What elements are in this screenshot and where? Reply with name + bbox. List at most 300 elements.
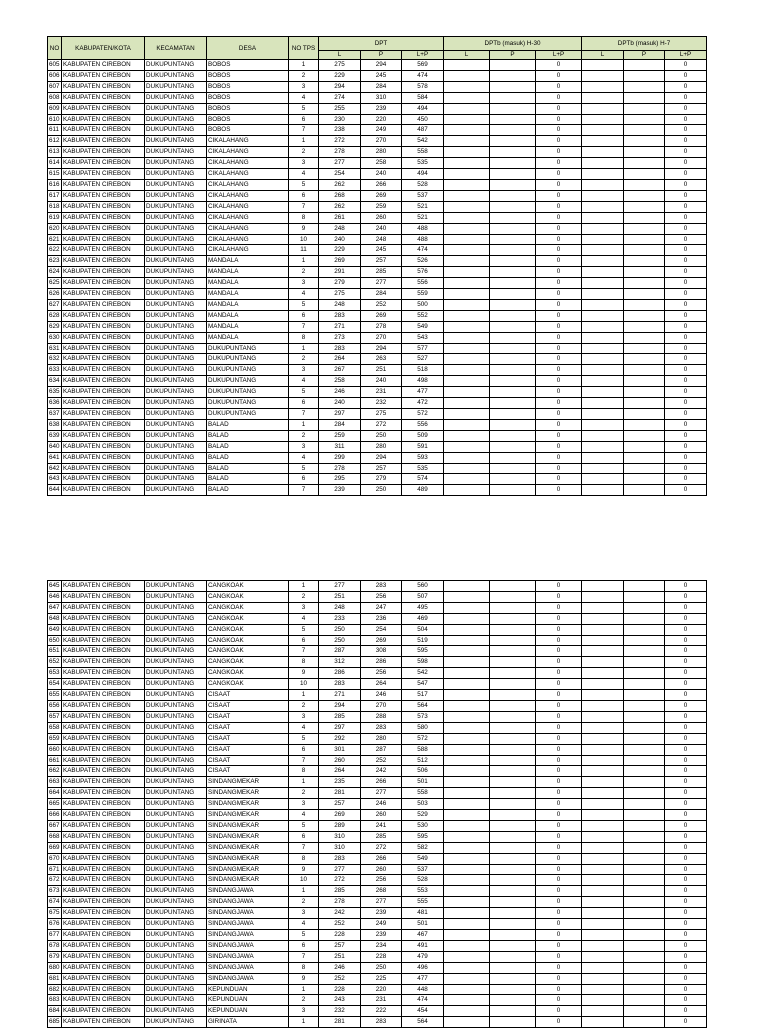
cell-no-tps: 4 <box>289 919 319 930</box>
cell-h7-lp: 0 <box>665 310 707 321</box>
table-row <box>48 755 707 766</box>
cell-no: 641 <box>48 452 62 463</box>
cell-h7-p <box>624 343 665 354</box>
cell-h30-l <box>444 114 490 125</box>
cell-kecamatan: DUKUPUNTANG <box>145 995 207 1006</box>
table-row <box>48 201 707 212</box>
cell-dpt-p: 241 <box>361 820 402 831</box>
cell-desa: CIKALAHANG <box>207 201 289 212</box>
cell-h30-lp: 0 <box>536 245 582 256</box>
cell-desa: CANGKOAK <box>207 581 289 592</box>
cell-kabupaten: KABUPATEN CIREBON <box>62 919 145 930</box>
cell-no-tps: 2 <box>289 700 319 711</box>
cell-dpt-l: 252 <box>319 973 361 984</box>
cell-no: 623 <box>48 256 62 267</box>
cell-kabupaten: KABUPATEN CIREBON <box>62 158 145 169</box>
cell-desa: CISAAT <box>207 766 289 777</box>
cell-no-tps: 1 <box>289 777 319 788</box>
cell-h7-p <box>624 744 665 755</box>
cell-dpt-lp: 472 <box>402 398 444 409</box>
table-row <box>48 624 707 635</box>
cell-dpt-lp: 549 <box>402 853 444 864</box>
cell-no-tps: 3 <box>289 1006 319 1017</box>
cell-dpt-p: 277 <box>361 278 402 289</box>
cell-h30-p <box>490 744 536 755</box>
cell-desa: SINDANGJAWA <box>207 951 289 962</box>
cell-no: 652 <box>48 657 62 668</box>
table-row <box>48 485 707 496</box>
cell-h7-p <box>624 624 665 635</box>
cell-h30-l <box>444 103 490 114</box>
cell-dpt-p: 284 <box>361 289 402 300</box>
cell-h30-l <box>444 289 490 300</box>
cell-dpt-lp: 535 <box>402 158 444 169</box>
cell-dpt-l: 250 <box>319 624 361 635</box>
cell-h7-lp: 0 <box>665 711 707 722</box>
cell-dpt-lp: 474 <box>402 70 444 81</box>
cell-dpt-p: 245 <box>361 70 402 81</box>
cell-h30-p <box>490 602 536 613</box>
cell-h7-l <box>582 387 624 398</box>
cell-h30-l <box>444 711 490 722</box>
cell-dpt-p: 260 <box>361 212 402 223</box>
cell-h7-l <box>582 700 624 711</box>
cell-dpt-lp: 481 <box>402 908 444 919</box>
table-row <box>48 1017 707 1028</box>
cell-h7-lp: 0 <box>665 376 707 387</box>
cell-kabupaten: KABUPATEN CIREBON <box>62 591 145 602</box>
cell-kecamatan: DUKUPUNTANG <box>145 700 207 711</box>
cell-kabupaten: KABUPATEN CIREBON <box>62 908 145 919</box>
cell-h7-p <box>624 463 665 474</box>
table-row <box>48 103 707 114</box>
cell-h7-l <box>582 474 624 485</box>
cell-kabupaten: KABUPATEN CIREBON <box>62 864 145 875</box>
cell-h7-l <box>582 788 624 799</box>
cell-dpt-lp: 521 <box>402 201 444 212</box>
cell-h30-p <box>490 973 536 984</box>
cell-kecamatan: DUKUPUNTANG <box>145 853 207 864</box>
cell-h7-l <box>582 1017 624 1028</box>
cell-kecamatan: DUKUPUNTANG <box>145 267 207 278</box>
cell-h30-lp: 0 <box>536 646 582 657</box>
cell-kecamatan: DUKUPUNTANG <box>145 398 207 409</box>
cell-dpt-l: 278 <box>319 147 361 158</box>
cell-h7-lp: 0 <box>665 591 707 602</box>
cell-dpt-l: 311 <box>319 441 361 452</box>
cell-no: 679 <box>48 951 62 962</box>
cell-h30-l <box>444 60 490 71</box>
cell-kabupaten: KABUPATEN CIREBON <box>62 984 145 995</box>
cell-kabupaten: KABUPATEN CIREBON <box>62 624 145 635</box>
cell-desa: BALAD <box>207 485 289 496</box>
header-row-main <box>48 37 707 51</box>
cell-h7-p <box>624 409 665 420</box>
col-dpt-p: P <box>361 51 402 60</box>
table-row <box>48 136 707 147</box>
cell-dpt-p: 234 <box>361 940 402 951</box>
cell-h30-l <box>444 897 490 908</box>
cell-desa: DUKUPUNTANG <box>207 409 289 420</box>
cell-kabupaten: KABUPATEN CIREBON <box>62 332 145 343</box>
cell-kabupaten: KABUPATEN CIREBON <box>62 398 145 409</box>
table-row <box>48 234 707 245</box>
cell-h7-lp: 0 <box>665 234 707 245</box>
cell-h7-l <box>582 744 624 755</box>
cell-kecamatan: DUKUPUNTANG <box>145 581 207 592</box>
cell-desa: DUKUPUNTANG <box>207 354 289 365</box>
cell-h7-lp: 0 <box>665 853 707 864</box>
cell-h7-lp: 0 <box>665 788 707 799</box>
cell-dpt-l: 248 <box>319 299 361 310</box>
cell-dpt-lp: 448 <box>402 984 444 995</box>
cell-dpt-lp: 574 <box>402 474 444 485</box>
cell-no: 649 <box>48 624 62 635</box>
cell-h30-l <box>444 463 490 474</box>
cell-h7-lp: 0 <box>665 679 707 690</box>
cell-kecamatan: DUKUPUNTANG <box>145 201 207 212</box>
cell-h30-p <box>490 70 536 81</box>
cell-desa: SINDANGJAWA <box>207 919 289 930</box>
cell-h7-lp: 0 <box>665 245 707 256</box>
cell-dpt-l: 285 <box>319 711 361 722</box>
cell-h7-p <box>624 474 665 485</box>
cell-h7-lp: 0 <box>665 995 707 1006</box>
cell-desa: MANDALA <box>207 299 289 310</box>
cell-kecamatan: DUKUPUNTANG <box>145 897 207 908</box>
cell-dpt-p: 288 <box>361 711 402 722</box>
cell-h30-lp: 0 <box>536 278 582 289</box>
cell-no-tps: 4 <box>289 92 319 103</box>
cell-dpt-p: 308 <box>361 646 402 657</box>
cell-kecamatan: DUKUPUNTANG <box>145 376 207 387</box>
cell-h7-p <box>624 212 665 223</box>
cell-dpt-l: 261 <box>319 212 361 223</box>
cell-dpt-lp: 506 <box>402 766 444 777</box>
cell-dpt-lp: 564 <box>402 1017 444 1028</box>
cell-h30-lp: 0 <box>536 452 582 463</box>
cell-kabupaten: KABUPATEN CIREBON <box>62 940 145 951</box>
cell-h30-lp: 0 <box>536 103 582 114</box>
cell-dpt-lp: 494 <box>402 103 444 114</box>
cell-dpt-lp: 549 <box>402 321 444 332</box>
table-row <box>48 474 707 485</box>
cell-h7-l <box>582 398 624 409</box>
cell-kabupaten: KABUPATEN CIREBON <box>62 387 145 398</box>
cell-kecamatan: DUKUPUNTANG <box>145 864 207 875</box>
cell-kabupaten: KABUPATEN CIREBON <box>62 897 145 908</box>
cell-dpt-lp: 517 <box>402 690 444 701</box>
cell-h7-lp: 0 <box>665 962 707 973</box>
cell-desa: MANDALA <box>207 267 289 278</box>
cell-dpt-lp: 542 <box>402 668 444 679</box>
cell-dpt-lp: 467 <box>402 930 444 941</box>
cell-h30-l <box>444 700 490 711</box>
cell-h30-p <box>490 223 536 234</box>
cell-desa: SINDANGMEKAR <box>207 853 289 864</box>
cell-dpt-p: 278 <box>361 321 402 332</box>
cell-dpt-p: 252 <box>361 755 402 766</box>
cell-dpt-l: 240 <box>319 398 361 409</box>
cell-h30-lp: 0 <box>536 657 582 668</box>
cell-no: 684 <box>48 1006 62 1017</box>
cell-kabupaten: KABUPATEN CIREBON <box>62 799 145 810</box>
cell-kabupaten: KABUPATEN CIREBON <box>62 474 145 485</box>
cell-h7-lp: 0 <box>665 690 707 701</box>
cell-h7-lp: 0 <box>665 223 707 234</box>
cell-h30-lp: 0 <box>536 321 582 332</box>
cell-no: 671 <box>48 864 62 875</box>
cell-h30-l <box>444 657 490 668</box>
cell-kabupaten: KABUPATEN CIREBON <box>62 679 145 690</box>
cell-h30-lp: 0 <box>536 984 582 995</box>
cell-h7-l <box>582 733 624 744</box>
cell-h7-l <box>582 409 624 420</box>
cell-no-tps: 2 <box>289 591 319 602</box>
cell-h7-p <box>624 103 665 114</box>
cell-h30-p <box>490 711 536 722</box>
cell-desa: MANDALA <box>207 332 289 343</box>
cell-no: 678 <box>48 940 62 951</box>
cell-kabupaten: KABUPATEN CIREBON <box>62 766 145 777</box>
cell-dpt-p: 250 <box>361 430 402 441</box>
cell-kabupaten: KABUPATEN CIREBON <box>62 962 145 973</box>
cell-kabupaten: KABUPATEN CIREBON <box>62 810 145 821</box>
cell-h7-p <box>624 179 665 190</box>
cell-h30-l <box>444 995 490 1006</box>
cell-desa: KEPUNDUAN <box>207 1006 289 1017</box>
cell-h30-l <box>444 245 490 256</box>
cell-h7-p <box>624 679 665 690</box>
cell-h30-lp: 0 <box>536 831 582 842</box>
cell-kecamatan: DUKUPUNTANG <box>145 984 207 995</box>
cell-dpt-l: 279 <box>319 278 361 289</box>
cell-dpt-p: 252 <box>361 299 402 310</box>
cell-h30-p <box>490 875 536 886</box>
cell-dpt-l: 255 <box>319 103 361 114</box>
cell-no: 625 <box>48 278 62 289</box>
table-row <box>48 919 707 930</box>
cell-h7-p <box>624 354 665 365</box>
cell-h30-lp: 0 <box>536 853 582 864</box>
cell-no: 632 <box>48 354 62 365</box>
cell-h30-lp: 0 <box>536 591 582 602</box>
cell-kecamatan: DUKUPUNTANG <box>145 485 207 496</box>
cell-desa: BOBOS <box>207 103 289 114</box>
cell-h7-lp: 0 <box>665 343 707 354</box>
cell-h7-lp: 0 <box>665 179 707 190</box>
cell-desa: MANDALA <box>207 310 289 321</box>
cell-no: 616 <box>48 179 62 190</box>
cell-dpt-lp: 509 <box>402 430 444 441</box>
cell-no-tps: 7 <box>289 842 319 853</box>
cell-h7-l <box>582 354 624 365</box>
cell-kabupaten: KABUPATEN CIREBON <box>62 256 145 267</box>
cell-kecamatan: DUKUPUNTANG <box>145 289 207 300</box>
cell-no-tps: 9 <box>289 973 319 984</box>
cell-desa: CISAAT <box>207 744 289 755</box>
cell-h7-lp: 0 <box>665 70 707 81</box>
cell-dpt-l: 278 <box>319 463 361 474</box>
cell-h30-l <box>444 613 490 624</box>
cell-h30-l <box>444 668 490 679</box>
cell-h7-lp: 0 <box>665 158 707 169</box>
cell-no: 672 <box>48 875 62 886</box>
cell-no-tps: 8 <box>289 962 319 973</box>
cell-no-tps: 6 <box>289 190 319 201</box>
table-row <box>48 387 707 398</box>
cell-desa: CIKALAHANG <box>207 147 289 158</box>
cell-no: 640 <box>48 441 62 452</box>
cell-no: 620 <box>48 223 62 234</box>
cell-dpt-lp: 577 <box>402 343 444 354</box>
table-row <box>48 289 707 300</box>
cell-dpt-l: 239 <box>319 485 361 496</box>
cell-h7-p <box>624 147 665 158</box>
table-row <box>48 646 707 657</box>
cell-no-tps: 8 <box>289 766 319 777</box>
cell-dpt-l: 285 <box>319 886 361 897</box>
cell-h30-l <box>444 820 490 831</box>
cell-h30-p <box>490 690 536 701</box>
cell-h30-p <box>490 267 536 278</box>
cell-kabupaten: KABUPATEN CIREBON <box>62 995 145 1006</box>
cell-h7-l <box>582 485 624 496</box>
cell-h30-p <box>490 646 536 657</box>
cell-dpt-lp: 496 <box>402 962 444 973</box>
cell-kabupaten: KABUPATEN CIREBON <box>62 278 145 289</box>
cell-h7-l <box>582 777 624 788</box>
cell-h7-lp: 0 <box>665 755 707 766</box>
cell-h7-l <box>582 897 624 908</box>
cell-dpt-lp: 495 <box>402 602 444 613</box>
cell-desa: CIKALAHANG <box>207 190 289 201</box>
cell-h30-p <box>490 299 536 310</box>
cell-kabupaten: KABUPATEN CIREBON <box>62 114 145 125</box>
col-h7-lp: L+P <box>665 51 707 60</box>
cell-no-tps: 6 <box>289 398 319 409</box>
cell-no-tps: 2 <box>289 897 319 908</box>
table-row <box>48 365 707 376</box>
cell-desa: CISAAT <box>207 733 289 744</box>
table-row <box>48 321 707 332</box>
cell-no: 667 <box>48 820 62 831</box>
cell-h7-p <box>624 831 665 842</box>
cell-h7-lp: 0 <box>665 114 707 125</box>
cell-h30-lp: 0 <box>536 940 582 951</box>
cell-h30-l <box>444 179 490 190</box>
cell-h30-lp: 0 <box>536 777 582 788</box>
cell-h7-lp: 0 <box>665 125 707 136</box>
col-dpt-lp: L+P <box>402 51 444 60</box>
cell-h7-p <box>624 310 665 321</box>
cell-dpt-p: 231 <box>361 995 402 1006</box>
cell-h7-p <box>624 430 665 441</box>
cell-kecamatan: DUKUPUNTANG <box>145 114 207 125</box>
cell-kabupaten: KABUPATEN CIREBON <box>62 842 145 853</box>
cell-dpt-p: 259 <box>361 201 402 212</box>
cell-dpt-p: 240 <box>361 376 402 387</box>
cell-h30-l <box>444 831 490 842</box>
cell-dpt-l: 229 <box>319 245 361 256</box>
cell-h7-l <box>582 441 624 452</box>
cell-h30-l <box>444 591 490 602</box>
cell-dpt-lp: 572 <box>402 409 444 420</box>
cell-dpt-lp: 580 <box>402 722 444 733</box>
cell-h30-lp: 0 <box>536 1006 582 1017</box>
cell-h30-p <box>490 984 536 995</box>
cell-h30-l <box>444 788 490 799</box>
cell-h30-p <box>490 321 536 332</box>
cell-no-tps: 9 <box>289 864 319 875</box>
cell-h7-p <box>624 864 665 875</box>
cell-dpt-lp: 488 <box>402 234 444 245</box>
cell-no-tps: 6 <box>289 310 319 321</box>
cell-kabupaten: KABUPATEN CIREBON <box>62 722 145 733</box>
cell-kabupaten: KABUPATEN CIREBON <box>62 853 145 864</box>
table-row <box>48 940 707 951</box>
cell-no: 624 <box>48 267 62 278</box>
cell-h7-lp: 0 <box>665 722 707 733</box>
cell-desa: SINDANGMEKAR <box>207 810 289 821</box>
cell-h7-p <box>624 365 665 376</box>
cell-no: 621 <box>48 234 62 245</box>
cell-h7-l <box>582 919 624 930</box>
table-row <box>48 299 707 310</box>
cell-h30-lp: 0 <box>536 733 582 744</box>
cell-h30-p <box>490 755 536 766</box>
cell-dpt-lp: 530 <box>402 820 444 831</box>
cell-h30-p <box>490 376 536 387</box>
cell-h30-lp: 0 <box>536 387 582 398</box>
cell-desa: CIKALAHANG <box>207 136 289 147</box>
cell-no-tps: 7 <box>289 409 319 420</box>
cell-dpt-p: 249 <box>361 919 402 930</box>
cell-h30-lp: 0 <box>536 995 582 1006</box>
cell-h7-l <box>582 332 624 343</box>
cell-dpt-lp: 504 <box>402 624 444 635</box>
cell-no-tps: 1 <box>289 886 319 897</box>
table-row <box>48 256 707 267</box>
cell-h30-p <box>490 354 536 365</box>
cell-kabupaten: KABUPATEN CIREBON <box>62 430 145 441</box>
cell-kabupaten: KABUPATEN CIREBON <box>62 201 145 212</box>
cell-h30-l <box>444 256 490 267</box>
cell-h7-l <box>582 430 624 441</box>
cell-kecamatan: DUKUPUNTANG <box>145 973 207 984</box>
cell-h7-l <box>582 984 624 995</box>
col-kabupaten: KABUPATEN/KOTA <box>62 37 145 60</box>
cell-no: 666 <box>48 810 62 821</box>
cell-dpt-p: 254 <box>361 624 402 635</box>
cell-kabupaten: KABUPATEN CIREBON <box>62 820 145 831</box>
cell-desa: GIRINATA <box>207 1017 289 1028</box>
cell-dpt-l: 291 <box>319 267 361 278</box>
cell-no: 627 <box>48 299 62 310</box>
cell-dpt-l: 283 <box>319 343 361 354</box>
cell-h30-lp: 0 <box>536 256 582 267</box>
cell-kecamatan: DUKUPUNTANG <box>145 962 207 973</box>
cell-no: 608 <box>48 92 62 103</box>
cell-kabupaten: KABUPATEN CIREBON <box>62 635 145 646</box>
cell-kecamatan: DUKUPUNTANG <box>145 430 207 441</box>
cell-kecamatan: DUKUPUNTANG <box>145 321 207 332</box>
table-row <box>48 1006 707 1017</box>
cell-h7-lp: 0 <box>665 951 707 962</box>
cell-kabupaten: KABUPATEN CIREBON <box>62 690 145 701</box>
table-row <box>48 158 707 169</box>
cell-h7-p <box>624 332 665 343</box>
